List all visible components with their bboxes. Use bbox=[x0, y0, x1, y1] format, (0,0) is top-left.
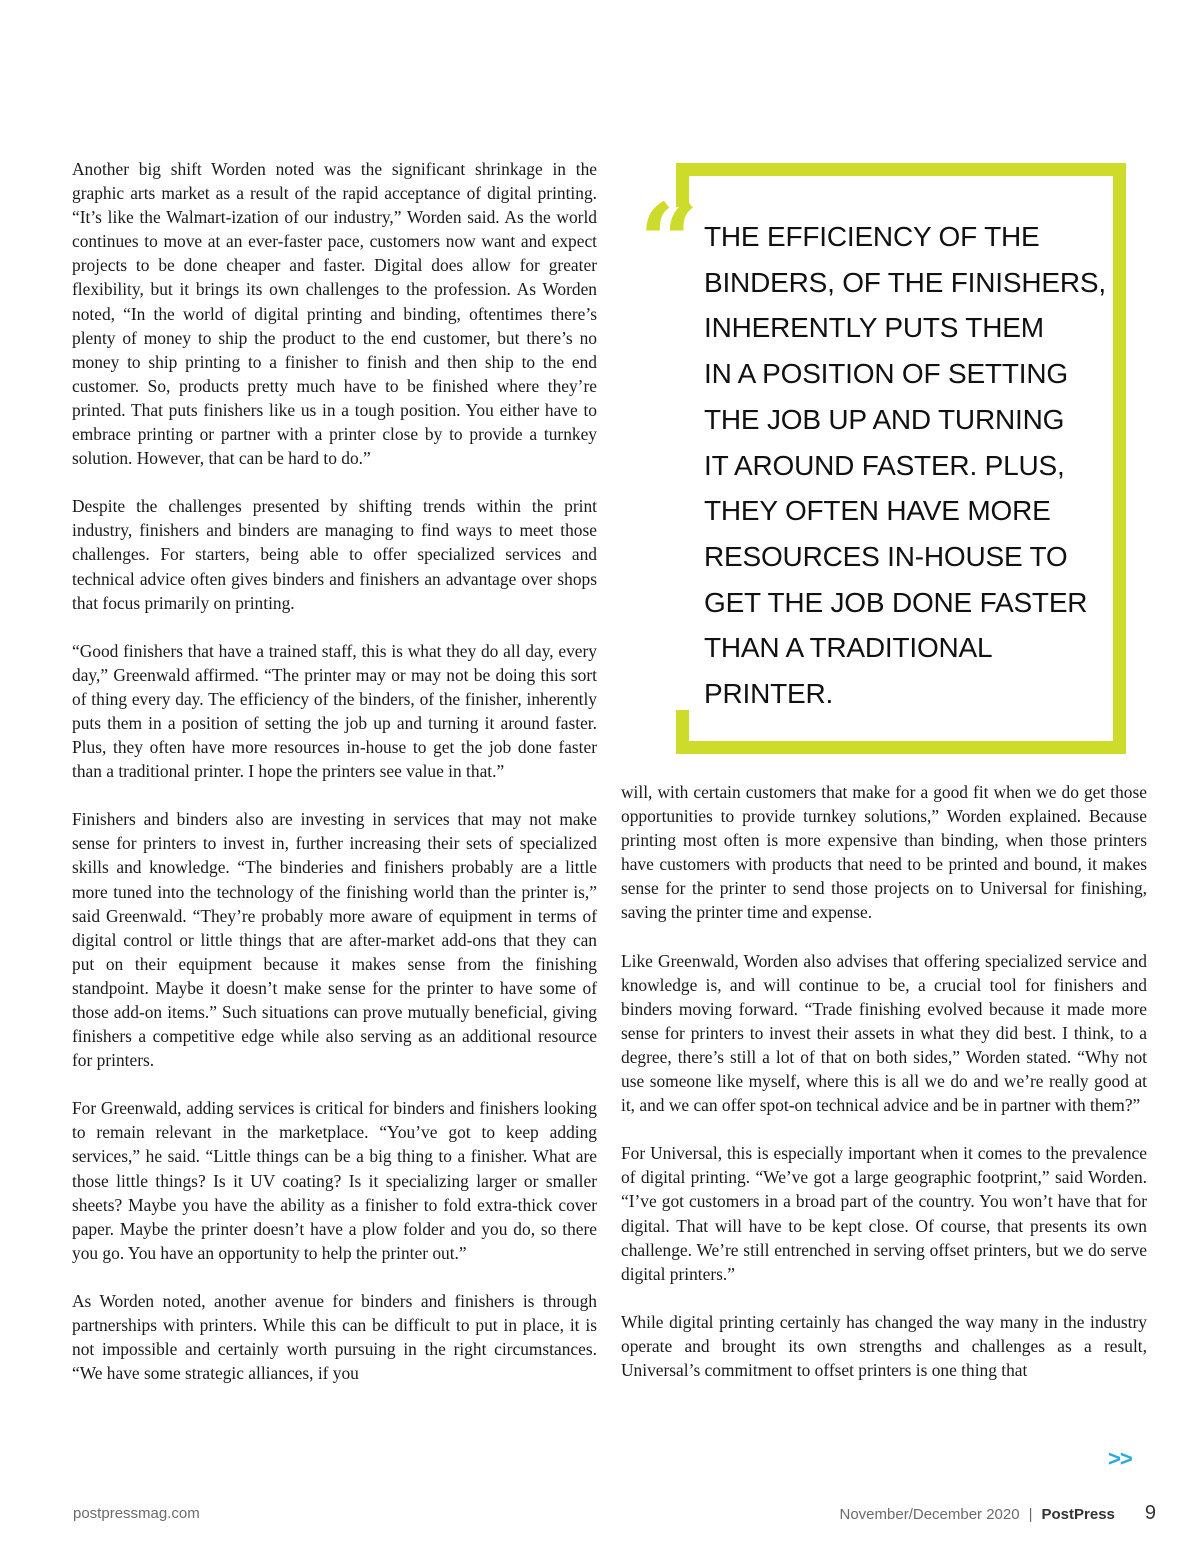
paragraph: For Universal, this is especially important when it comes to the prevalence of digital printing. “We’ve got a large geographic footprint,” said Worden. “I’ve got customers in a broad part of the country. You won’t have that for digital. That will have to be kept close. Of course, that presents its own challenge. We’re still entrenched in serving offset printers, but we do serve digital printers.” bbox=[621, 1143, 1147, 1284]
pull-quote-line: PRINTER. bbox=[704, 678, 834, 710]
footer-publication: PostPress bbox=[1041, 1506, 1115, 1523]
paragraph: will, with certain customers that make for a good fit when we do get those opportunities to provide turnkey solutions,” Worden explained. Because printing most often is more expensive than binding, when those printers have customers with products that need to be printed and bound, it makes sense for the printer to send those projects on to Universal for finishing, saving the printer time and expense. bbox=[621, 782, 1147, 923]
paragraph: Finishers and binders also are investing in services that may not make sense for printers to invest in, further increasing their sets of specialized skills and knowledge. “The binderies and finishers probably are a little more tuned into the technology of the finishing world than the printer is,” said Greenwald. “They’re probably more aware of equipment in terms of digital control or little things that are after-market add-ons that they can put on their equipment because it makes sense from the finishing standpoint. Maybe it doesn’t make sense for the printer to have some of those add-on items.” Such situations can prove mutually beneficial, giving finishers a competitive edge while also serving as an additional resource for printers. bbox=[72, 809, 597, 1071]
paragraph: “Good finishers that have a trained staff, this is what they do all day, every day,” Greenwald affirmed. “The printer may or may not be doing this sort of thing every day. The efficiency of the binders, of the finisher, inherently puts them in a position of setting the job up and turning it around faster. Plus, they often have more resources in-house to get the job done faster than a traditional printer. I hope the printers see value in that.” bbox=[72, 640, 597, 782]
pull-quote-frame-left-bottom bbox=[676, 710, 689, 754]
pull-quote-line: GET THE JOB DONE FASTER bbox=[704, 586, 1088, 618]
pull-quote-line: RESOURCES IN-HOUSE TO bbox=[704, 540, 1068, 572]
continue-arrow-icon: >> bbox=[1108, 1446, 1132, 1471]
pull-quote-line: THE JOB UP AND TURNING bbox=[704, 403, 1065, 435]
paragraph: While digital printing certainly has changed the way many in the industry operate and brought its own strengths and challenges as a result, Universal’s commitment to offset printers is one thing that bbox=[621, 1311, 1147, 1380]
footer-website: postpressmag.com bbox=[73, 1505, 200, 1522]
pull-quote-line: THE EFFICIENCY OF THE bbox=[704, 221, 1040, 252]
paragraph: Despite the challenges presented by shifting trends within the print industry, finishers and binders are managing to find ways to meet those challenges. For starters, being able to offer specialized services and technical advice often gives binders and finishers an advantage over shops that focus primarily on printing. bbox=[72, 496, 597, 613]
pull-quote-line: BINDERS, OF THE FINISHERS, bbox=[704, 266, 1106, 298]
pull-quote-line: THAN A TRADITIONAL bbox=[704, 632, 993, 664]
footer-issue: November/December 2020 bbox=[839, 1506, 1020, 1523]
paragraph: As Worden noted, another avenue for binders and finishers is through partnerships with printers. While this can be difficult to put in place, it is not impossible and certainly worth pursuing in the right circumstances. “We have some strategic alliances, if you bbox=[72, 1290, 597, 1384]
footer-separator: | bbox=[1028, 1506, 1033, 1523]
pull-quote-line: IT AROUND FASTER. PLUS, bbox=[704, 449, 1065, 481]
pull-quote-line: THEY OFTEN HAVE MORE bbox=[704, 495, 1051, 527]
article-column-right bbox=[621, 780, 1147, 1406]
paragraph: Another big shift Worden noted was the significant shrinkage in the graphic arts market as a result of the rapid acceptance of digital printing. “It’s like the Walmart-ization of our industry,” Worden said. As the world continues to move at an ever-faster pace, customers now want and expect projects to be done cheaper and faster. Digital does allow for greater flexibility, but it brings its own challenges to the profession. As Worden noted, “In the world of digital printing and binding, oftentimes there’s plenty of money to ship the product to the end customer, but there’s no money to ship printing to a finisher to finish and then ship to the end customer. So, products pretty much have to be finished where they’re printed. That puts finishers like us in a tough position. You either have to embrace printing or partner with a printer close by to provide a turnkey solution. However, that can be hard to do.” bbox=[72, 159, 597, 469]
pull-quote-line: IN A POSITION OF SETTING bbox=[704, 358, 1068, 390]
pull-quote-line: INHERENTLY PUTS THEM bbox=[704, 312, 1044, 344]
paragraph: For Greenwald, adding services is critical for binders and finishers looking to remain relevant in the marketplace. “You’ve got to keep adding services,” he said. “Little things can be a big thing to a finisher. What are those little things? Is it UV coating? Is it specializing larger or smaller sheets? Maybe you have the ability as a finisher to fold extra-thick cover paper. Maybe the printer doesn’t have a plow folder and you do, so there you go. You have an opportunity to help the printer out.” bbox=[72, 1098, 597, 1263]
pull-quote-text bbox=[704, 214, 1116, 717]
quote-mark-icon: “ bbox=[639, 180, 699, 303]
footer-folio bbox=[840, 1502, 1157, 1525]
paragraph: Like Greenwald, Worden also advises that offering specialized service and knowledge is, and will continue to be, a crucial tool for finishers and binders moving forward. “Trade finishing evolved because it made more sense for printers to invest their assets in what they did best. I think, to a degree, there’s still a lot of that on both sides,” Worden stated. “Why not use someone like myself, where this is all we do and we’re really good at it, and we can offer spot-on technical advice and be in partner with them?” bbox=[621, 950, 1147, 1116]
page-number: 9 bbox=[1144, 1502, 1156, 1524]
article-column-left bbox=[72, 157, 597, 1409]
